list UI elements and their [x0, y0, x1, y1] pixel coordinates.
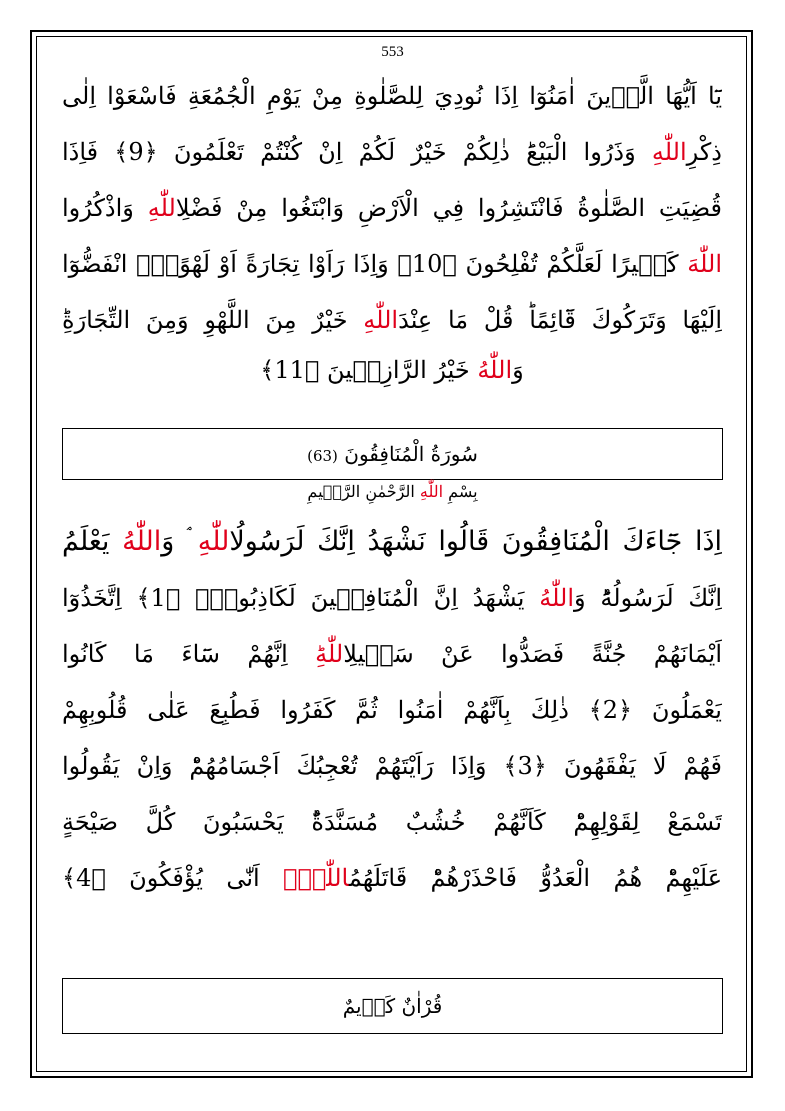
- divine-name: اللّٰهِ: [147, 194, 176, 222]
- divine-name: اللّٰهِ: [419, 482, 444, 501]
- surah-header: [62, 428, 723, 480]
- verse-block-jumuah: [62, 68, 722, 392]
- divine-name: اللّٰهُ: [539, 584, 575, 612]
- divine-name: اللّٰهُ: [122, 526, 162, 557]
- verse-line: اِنَّكَ لَرَسُولُهُؕ وَاللّٰهُ يَشْهَدُ اِنَّ الْمُنَافِقٖينَ لَكَاذِبُونَۚ ﴿1﴾ اِتَّخَذُوٓا: [62, 584, 722, 612]
- divine-name: اللّٰهِ: [315, 640, 344, 668]
- verse-line: فَهُمْ لَا يَفْقَهُونَ ﴿3﴾ وَاِذَا رَاَيْتَهُمْ تُعْجِبُكَ اَجْسَامُهُمْؕ وَاِنْ يَقُولُوا: [62, 752, 722, 780]
- divine-name: اللّٰهِ: [197, 526, 230, 557]
- page-number: 553: [381, 44, 404, 60]
- verse-line: وَاللّٰهُ خَيْرُ الرَّازِقٖينَ ﴿11﴾: [260, 356, 524, 384]
- verse-line: عَلَيْهِمْؕ هُمُ الْعَدُوُّ فَاحْذَرْهُمْؕ قَاتَلَهُمُاللّٰهُۘ اَنّٰى يُؤْفَكُونَ ﴿4﴾: [62, 864, 722, 892]
- divine-name: اللّٰهُ: [477, 356, 513, 384]
- divine-name: اللّٰهَ: [687, 250, 722, 278]
- verse-line: اللّٰهَ كَثٖيرًا لَعَلَّكُمْ تُفْلِحُونَ ﴿10﴾ وَاِذَا رَاَوْا تِجَارَةً اَوْ لَهْوًاِۨ انْفَضُّوٓا: [62, 250, 722, 278]
- basmala: بِسْمِ اللّٰهِ الرَّحْمٰنِ الرَّحٖيمِ: [307, 482, 478, 501]
- divine-name: اللّٰهِ: [651, 138, 687, 166]
- footer-text: قُرْاٰنٌ كَرٖيمٌ: [342, 994, 443, 1018]
- divine-name: اللّٰهُ: [283, 864, 349, 892]
- surah-name: سُورَةُ الْمُنَافِقُونَ: [344, 442, 478, 466]
- verse-line: تَسْمَعْ لِقَوْلِهِمْؕ كَاَنَّهُمْ خُشُبٌ مُسَنَّدَةٌؕ يَحْسَبُونَ كُلَّ صَيْحَةٍ: [62, 808, 722, 836]
- divine-name: اللّٰهِ: [363, 306, 399, 334]
- footer-box: [62, 978, 723, 1034]
- verse-line: اِلَيْهَا وَتَرَكُوكَ قَٓائِمًاؕ قُلْ مَا عِنْدَاللّٰهِ خَيْرٌ مِنَ اللَّهْوِ وَمِنَ التِّجَارَةِؕ: [62, 306, 722, 334]
- verse-line: يَعْمَلُونَ ﴿2﴾ ذٰلِكَ بِاَنَّهُمْ اٰمَنُوا ثُمَّ كَفَرُوا فَطُبِعَ عَلٰى قُلُوبِهِمْ: [62, 696, 722, 724]
- verse-line: يَٓا اَيُّهَا الَّذٖينَ اٰمَنُوٓا اِذَا نُودِيَ لِلصَّلٰوةِ مِنْ يَوْمِ الْجُمُعَةِ فَاسْعَوْا اِلٰى: [62, 82, 722, 110]
- surah-number: (63): [307, 447, 338, 465]
- verse-line: اَيْمَانَهُمْ جُنَّةً فَصَدُّوا عَنْ سَبٖيلِاللّٰهِؕ اِنَّهُمْ سَٓاءَ مَا كَانُوا: [62, 640, 722, 668]
- verse-line: اِذَا جَٓاءَكَ الْمُنَافِقُونَ قَالُوا نَشْهَدُ اِنَّكَ لَرَسُولُاللّٰهِ ۘ وَاللّٰهُ يَعْلَمُ: [62, 526, 722, 557]
- verse-line: قُضِيَتِ الصَّلٰوةُ فَانْتَشِرُوا فِي الْاَرْضِ وَابْتَغُوا مِنْ فَضْلِاللّٰهِ وَاذْكُرُوا: [62, 194, 722, 222]
- verse-line: ذِكْرِاللّٰهِ وَذَرُوا الْبَيْعَؕ ذٰلِكُمْ خَيْرٌ لَكُمْ اِنْ كُنْتُمْ تَعْلَمُونَ ﴿9﴾ فَاِذَا: [62, 138, 722, 166]
- verse-block-munafiqun: [62, 514, 722, 906]
